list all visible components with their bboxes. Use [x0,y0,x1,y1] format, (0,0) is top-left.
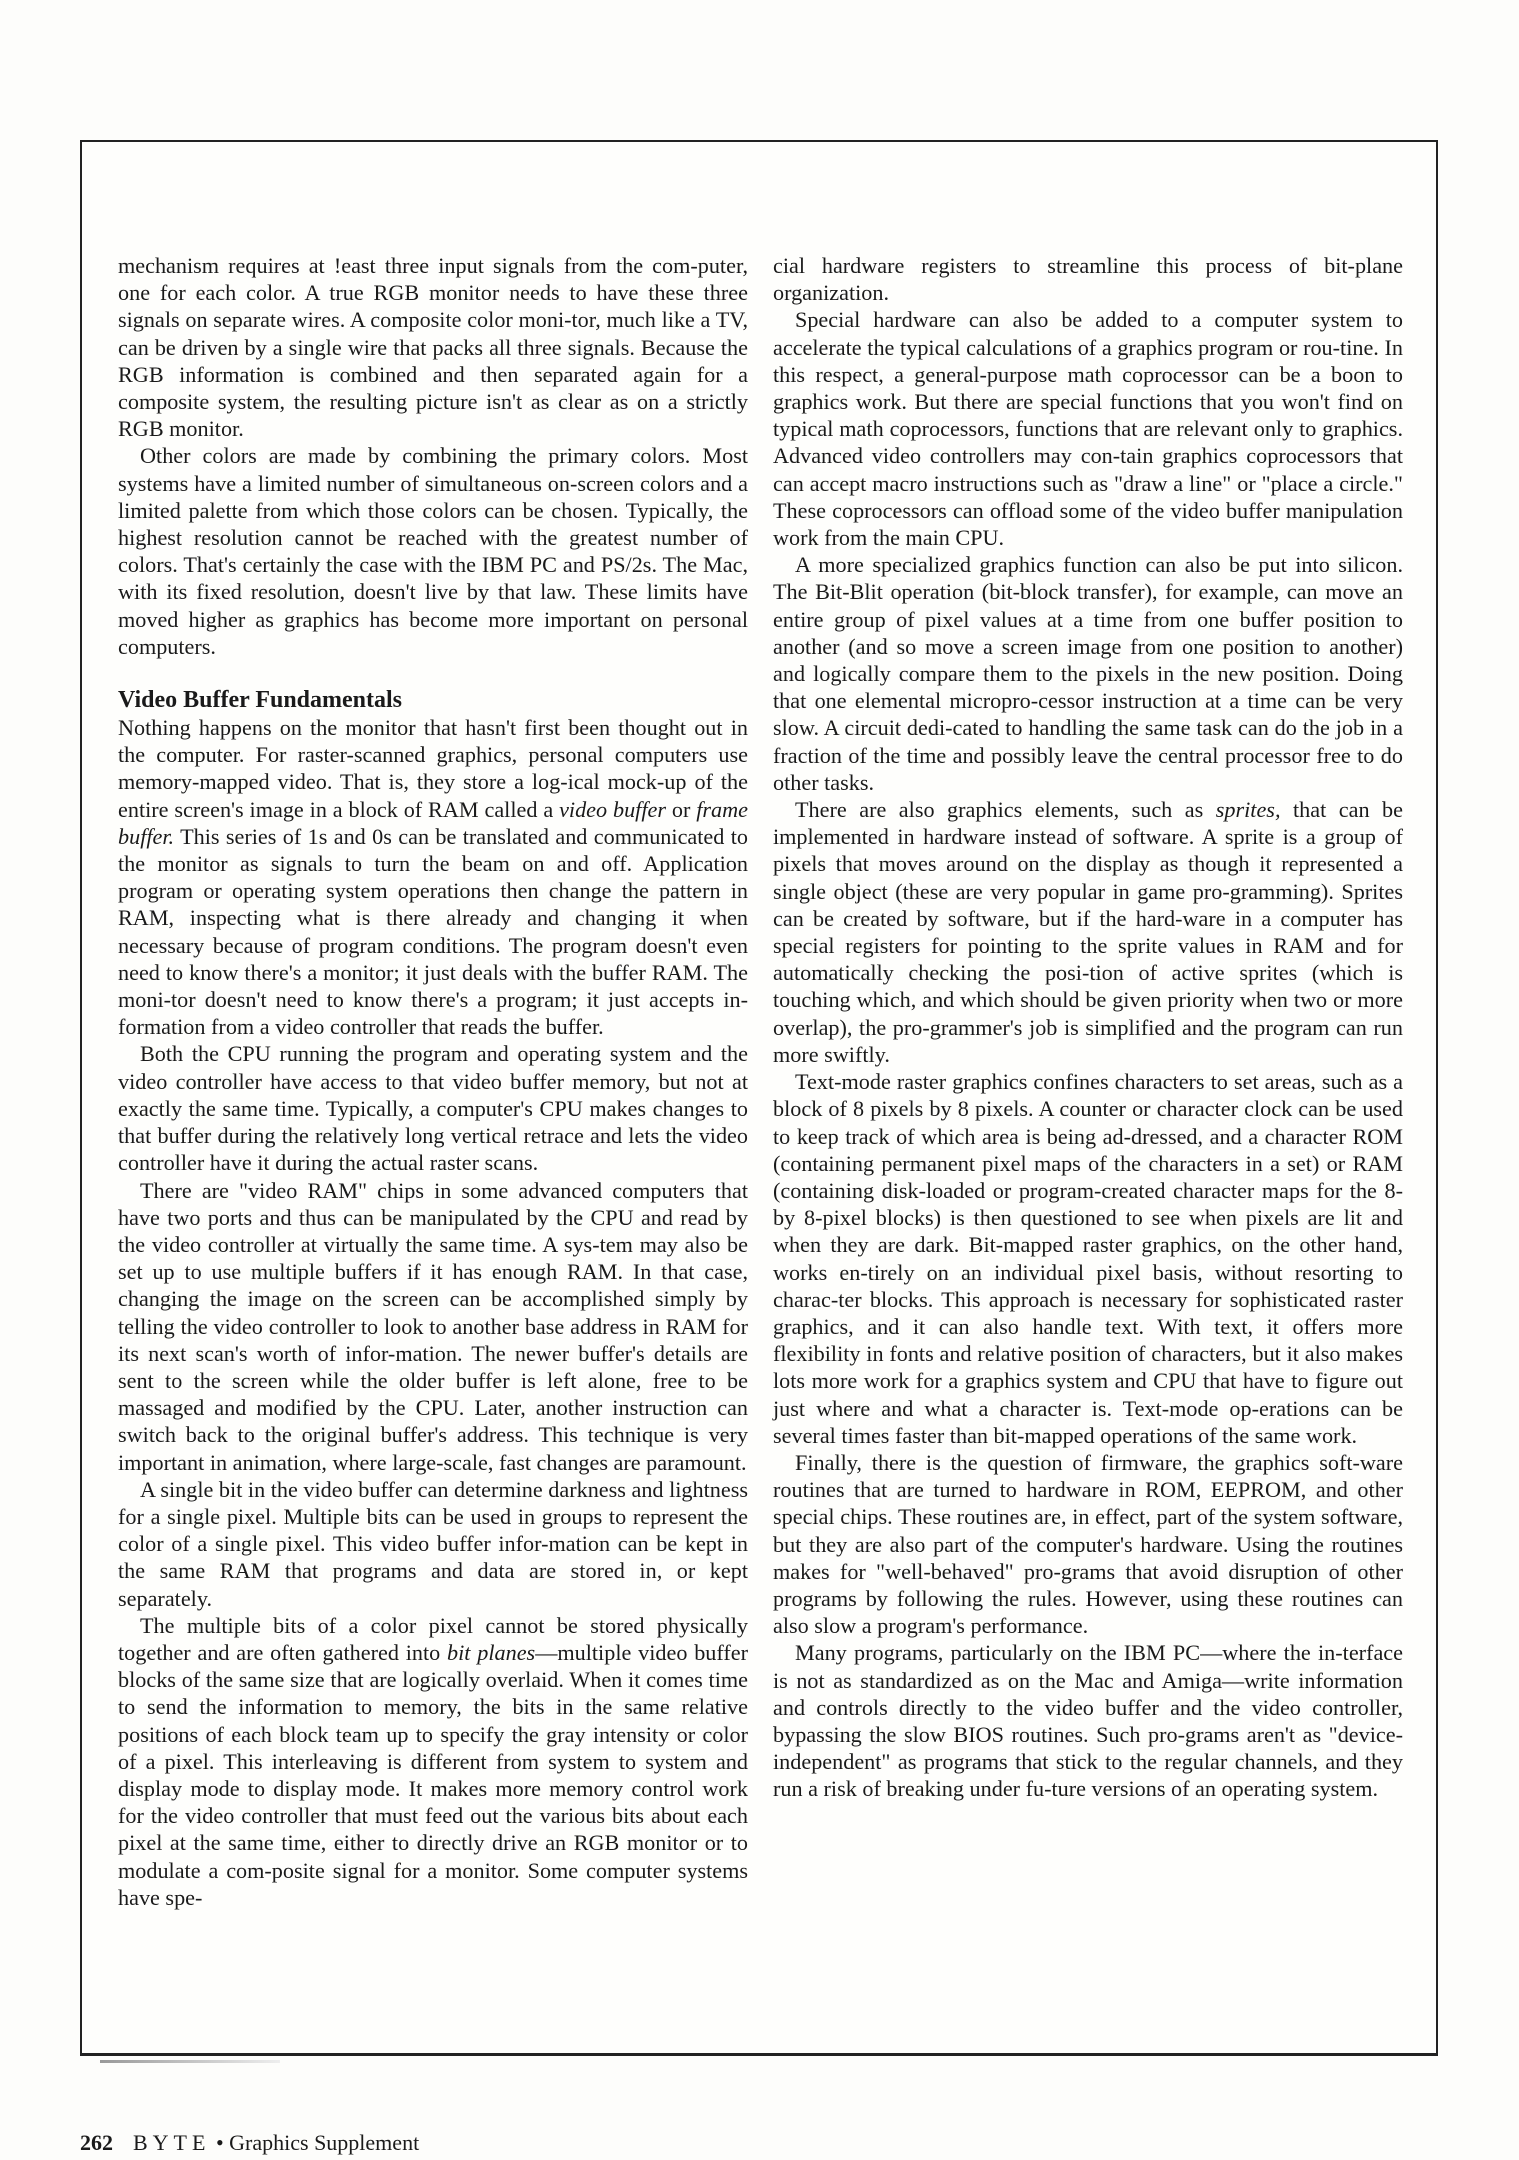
text-run: The multiple bits of a color pixel cannot be stored physically together and are often gathered into [118,1612,748,1665]
paragraph [773,796,1403,1068]
paragraph: Text-mode raster graphics confines characters to set areas, such as a block of 8 pixels by 8 pixels. A counter or character clock can be used to keep track of which area is being ad-dressed, and a character ROM (containing permanent pixel maps of the characters in a set) or RAM (containing disk-loaded or program-created character maps for the 8- by 8-pixel blocks) is then questioned to see when pixels are lit and when they are dark. Bit-mapped raster graphics, on the other hand, works en-tirely on an individual pixel basis, without resorting to charac-ter blocks. This approach is necessary for sophisticated raster graphics, and it can also handle text. With text, it offers more flexibility in fonts and relative position of characters, but it also makes lots more work for a graphics system and CPU that have to figure out just where and what a character is. Text-mode op-erations can be several times faster than bit-mapped operations of the same work. [773,1069,1403,1448]
page-number: 262 [80,2130,113,2155]
paragraph: Both the CPU running the program and operating system and the video controller have access to that video buffer memory, but not at exactly the same time. Typically, a computer's CPU makes changes to that buffer during the relatively long vertical retrace and lets the video controller have it during the actual raster scans. [118,1041,748,1176]
footer-separator: • [215,2130,224,2155]
text-run: that can be implemented in hardware instead of software. A sprite is a group of pixels that moves around on the display as though it represented a single object (these are very popular in game pro-gramming). Sprites can be created by software, but if the hard-ware in a computer has special registers for pointing to the sprite values in RAM and for automatically checking the posi-tion of active sprites (which is touching which, and which should be given priority when two or more overlap), the pro-grammer's job is simplified and the program can run more swiftly. [773,797,1403,1067]
left-column [118,252,748,1911]
text-run: This series of 1s and 0s can be translated and communicated to the monitor as signals to turn the beam on and off. Application program or operating system operations then change the pattern in RAM, inspecting what is there already and changing it when necessary because of program conditions. The program doesn't even need to know there's a monitor; it just deals with the buffer RAM. The moni-tor doesn't need to know there's a program; it just accepts in-formation from a video controller that reads the buffer. [118,823,748,1040]
paragraph: Many programs, particularly on the IBM PC—where the in-terface is not as standardized as on the Mac and Amiga—write information and controls directly to the video buffer and the video controller, bypassing the slow BIOS routines. Such pro-grams aren't as "device-independent" as programs that stick to the regular channels, and they run a risk of breaking under fu-ture versions of an operating system. [773,1640,1403,1802]
paragraph: Other colors are made by combining the primary colors. Most systems have a limited number of simultaneous on-screen colors and a limited palette from which those colors can be chosen. Typically, the highest resolution cannot be reached with the greatest number of colors. That's certainly the case with the IBM PC and PS/2s. The Mac, with its fixed resolution, doesn't live by that law. These limits have moved higher as graphics has become more important on personal computers. [118,443,748,659]
frame-shadow [100,2060,280,2063]
paragraph [118,714,748,1040]
italic-term: sprites, [1215,797,1281,823]
text-run: or [666,796,697,822]
paragraph: cial hardware registers to streamline this process of bit-plane organization. [773,253,1403,306]
paragraph: A single bit in the video buffer can determine darkness and lightness for a single pixel. Multiple bits can be used in groups to represent the color of a single pixel. This video buffer infor-mation can be kept in the same RAM that programs and data are stored in, or kept separately. [118,1476,748,1611]
page-footer [80,2130,419,2156]
text-run: There are also graphics elements, such as [795,797,1216,823]
italic-term: bit planes [447,1639,536,1665]
publication-name: BYTE [133,2130,211,2155]
italic-term: frame buffer. [118,796,749,849]
right-column [773,252,1403,1803]
text-run: —multiple video buffer blocks of the same size that are logically overlaid. When it comes time to send the information to memory, the bits in the same relative positions of each block team up to specify the gray intensity or color of a pixel. This interleaving is different from system to system and display mode to display mode. It makes more memory control work for the video controller that must feed out the various bits about each pixel at the same time, either to directly drive an RGB monitor or to modulate a com-posite signal for a monitor. Some computer systems have spe- [118,1639,748,1910]
paragraph: Finally, there is the question of firmware, the graphics soft-ware routines that are turned to hardware in ROM, EEPROM, and other special chips. These routines are, in effect, part of the system software, but they are also part of the computer's hardware. Using the routines makes for "well-behaved" pro-grams that avoid disruption of other programs by following the rules. However, using these routines can also slow a program's performance. [773,1449,1403,1639]
paragraph [118,1612,748,1911]
italic-term: video buffer [559,796,666,822]
paragraph: There are "video RAM" chips in some advanced computers that have two ports and thus can be manipulated by the CPU and read by the video controller at virtually the same time. A sys-tem may also be set up to use multiple buffers if it has enough RAM. In that case, changing the image on the screen can be accomplished simply by telling the video controller to look to another base address in RAM for its next scan's worth of infor-mation. The newer buffer's details are sent to the screen while the older buffer is left alone, free to be massaged and modified by the CPU. Later, another instruction can switch back to the original buffer's address. This technique is very important in animation, where large-scale, fast changes are paramount. [118,1177,748,1475]
paragraph: Special hardware can also be added to a computer system to accelerate the typical calculations of a graphics program or rou-tine. In this respect, a general-purpose math coprocessor can be a boon to graphics work. But there are special functions that you won't find on typical math coprocessors, functions that are relevant only to graphics. Advanced video controllers may con-tain graphics coprocessors that can accept macro instructions such as "draw a line" or "place a circle." These coprocessors can offload some of the video buffer manipulation work from the main CPU. [773,307,1403,551]
paragraph: A more specialized graphics function can also be put into silicon. The Bit-Blit operation (bit-block transfer), for example, can move an entire group of pixel values at a time from one buffer position to another (and so move a screen image from one position to another) and logically compare them to the pixels in the new position. Doing that one elemental micropro-cessor instruction at a time can be very slow. A circuit dedi-cated to handling the same task can do the job in a fraction of the time and possibly leave the central processor free to do other tasks. [773,552,1403,795]
paragraph: mechanism requires at !east three input signals from the com-puter, one for each color. A true RGB monitor needs to have these three signals on separate wires. A composite color moni-tor, much like a TV, can be driven by a single wire that packs all three signals. Because the RGB information is combined and then separated again for a composite system, the resulting picture isn't as clear as on a strictly RGB monitor. [118,253,748,442]
text-run: Nothing happens on the monitor that hasn't first been thought out in the computer. For raster-scanned graphics, personal computers use memory-mapped video. That is, they store a log-ical mock-up of the entire screen's image in a block of RAM called a [118,715,748,822]
section-heading: Video Buffer Fundamentals [118,687,403,714]
section-name: Graphics Supplement [229,2130,420,2155]
